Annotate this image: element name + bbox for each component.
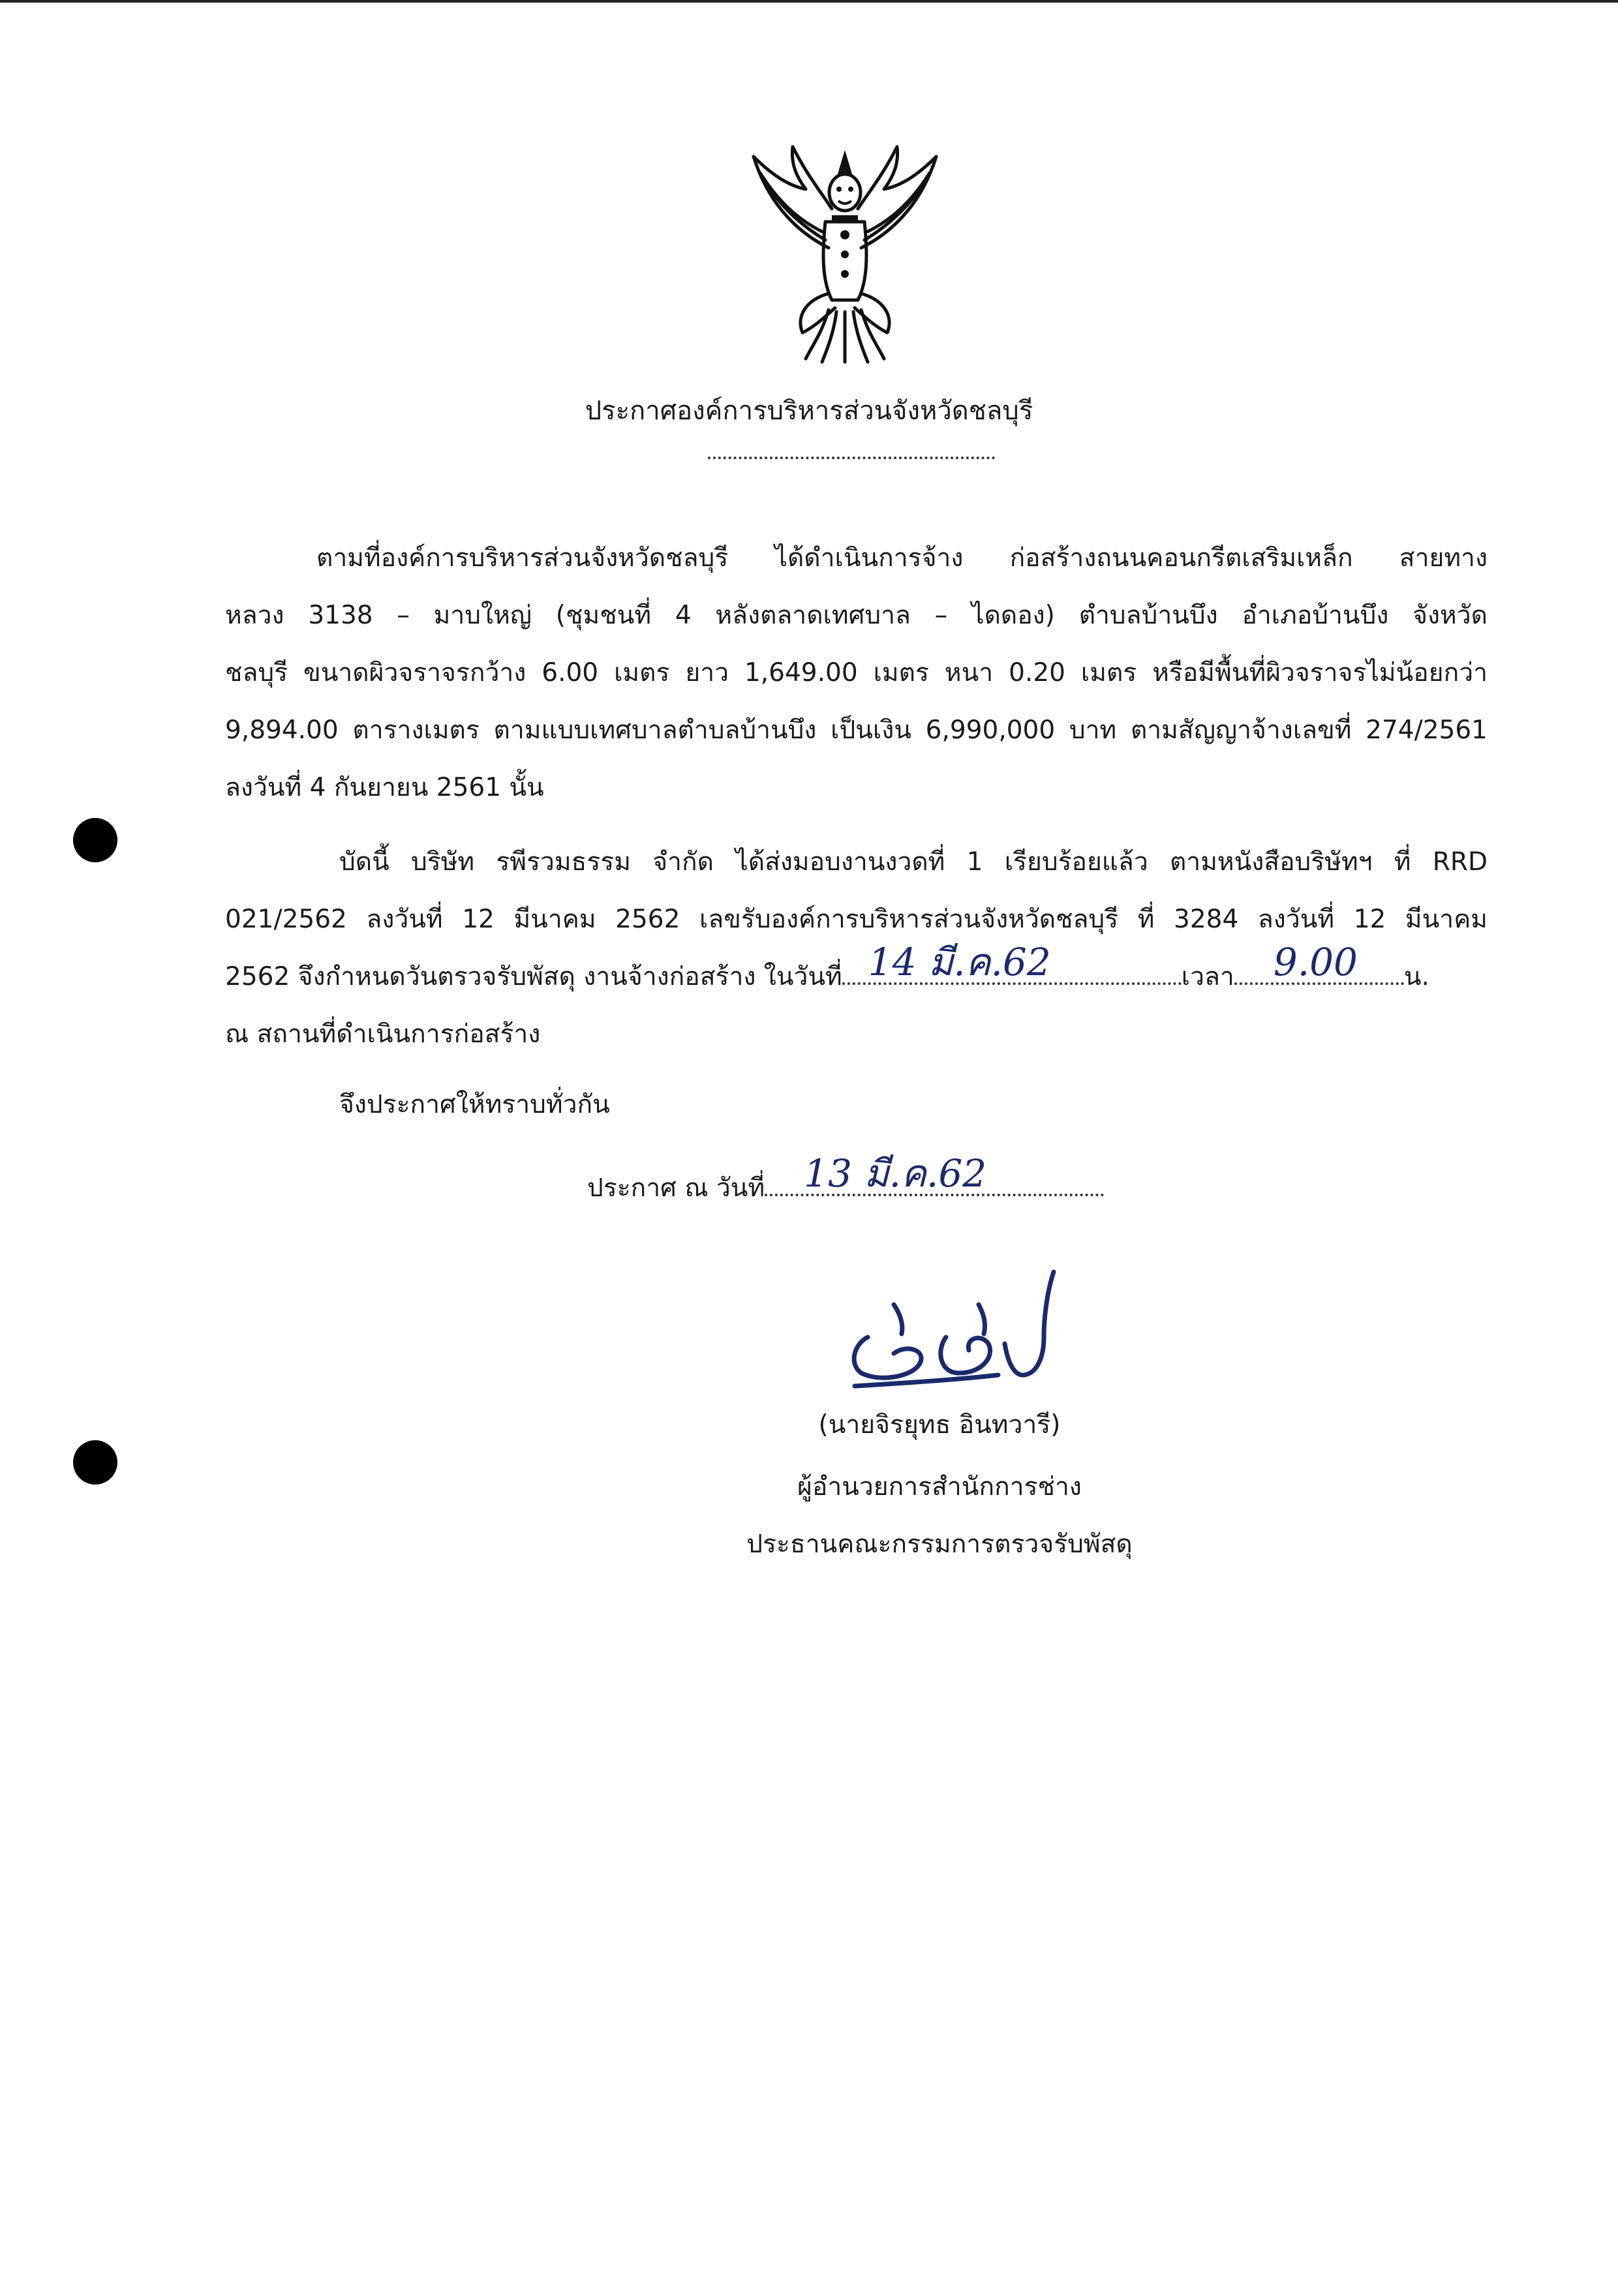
announcement-label: ประกาศ ณ วันที่ bbox=[587, 1173, 765, 1203]
closing-text: จึงประกาศให้ทราบทั่วกัน bbox=[339, 1090, 610, 1119]
announcement-date-handwritten: 13 มี.ค.62 bbox=[804, 1151, 987, 1196]
inspection-date-handwritten: 14 มี.ค.62 bbox=[868, 940, 1051, 984]
document-title: ประกาศองค์การบริหารส่วนจังหวัดชลบุรี bbox=[585, 396, 1033, 426]
paragraph-contract bbox=[225, 530, 1488, 817]
announcement-date-field bbox=[765, 1151, 1104, 1196]
signatory-position: ผู้อำนวยการสำนักการช่าง bbox=[797, 1472, 1082, 1502]
paragraph-line: ณ สถานที่ดำเนินการก่อสร้าง bbox=[225, 1020, 541, 1049]
paragraph-line: ลงวันที่ 4 กันยายน 2561 นั้น bbox=[225, 773, 544, 802]
paragraph-line: ชลบุรี ขนาดผิวจราจรกว้าง 6.00 เมตร ยาว 1,649.00 เมตร หนา 0.20 เมตร หรือมีพื้นที่ผิวจราจรไม่น้อยกว่า bbox=[225, 658, 1488, 687]
paragraph-line: หลวง 3138 – มาบใหญ่ (ชุมชนที่ 4 หลังตลาดเทศบาล – ไดดอง) ตำบลบ้านบึง อำเภอบ้านบึง จังหวัด bbox=[225, 601, 1488, 630]
hole-punch-bottom bbox=[73, 1440, 117, 1485]
announcement-date-line bbox=[587, 1151, 1104, 1208]
paragraph-line: ตามที่องค์การบริหารส่วนจังหวัดชลบุรี ได้ดำเนินการจ้าง ก่อสร้างถนนคอนกรีตเสริมเหล็ก สายทาง bbox=[316, 543, 1488, 573]
signatory-name: (นายจิรยุทธ อินทวารี) bbox=[818, 1410, 1061, 1440]
inspection-line bbox=[225, 940, 1488, 1006]
time-suffix: น. bbox=[1403, 962, 1429, 991]
time-label: เวลา bbox=[1181, 962, 1234, 991]
signatory-role: ประธานคณะกรรมการตรวจรับพัสดุ bbox=[746, 1530, 1133, 1559]
paragraph-line: บัดนี้ บริษัท รพีรวมธรรม จำกัด ได้ส่งมอบงานงวดที่ 1 เรียบร้อยแล้ว ตามหนังสือบริษัทฯ ที่ RRD bbox=[339, 847, 1488, 877]
closing-block bbox=[225, 1076, 1488, 1134]
handwritten-signature bbox=[829, 1265, 1116, 1402]
inspection-time-field bbox=[1234, 940, 1404, 985]
hole-punch-top bbox=[73, 818, 117, 862]
paragraph-line: 9,894.00 ตารางเมตร ตามแบบเทศบาลตำบลบ้านบึง เป็นเงิน 6,990,000 บาท ตามสัญญาจ้างเลขที่ 274/2561 bbox=[225, 716, 1488, 745]
paragraph-delivery bbox=[225, 834, 1488, 1063]
page-top-edge bbox=[0, 0, 1618, 3]
inspection-time-handwritten: 9.00 bbox=[1273, 940, 1358, 984]
inspection-prefix: 2562 จึงกำหนดวันตรวจรับพัสดุ งานจ้างก่อสร้าง ในวันที่ bbox=[225, 962, 842, 991]
paragraph-line: 021/2562 ลงวันที่ 12 มีนาคม 2562 เลขรับองค์การบริหารส่วนจังหวัดชลบุรี ที่ 3284 ลงวันที่ 12 มีนาคม bbox=[225, 905, 1488, 934]
garuda-emblem bbox=[744, 137, 946, 365]
title-dotted-rule bbox=[708, 457, 995, 459]
inspection-date-field bbox=[842, 940, 1182, 985]
